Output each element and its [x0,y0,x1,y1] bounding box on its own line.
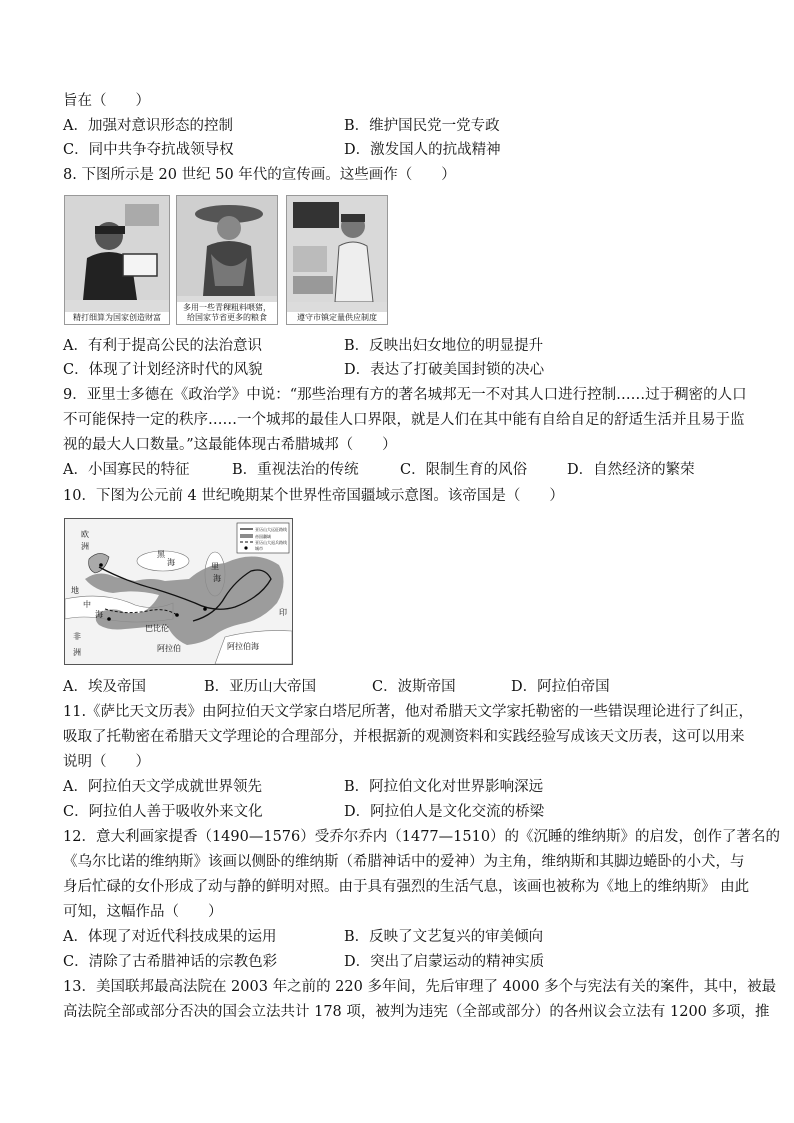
q12-option-d[interactable]: D．突出了启蒙运动的精神实质 [344,954,545,970]
q12-stem-line-2: 《乌尔比诺的维纳斯》该画以侧卧的维纳斯（希腊神话中的爱神）为主角，维纳斯和其脚边蜷卧的小犬，与 [63,854,745,870]
empire-map-svg [65,519,292,664]
map-label-eu: 欧 [81,530,89,539]
map-label-zhong: 中 [83,600,91,609]
q9-option-c[interactable]: C．限制生育的风俗 [400,462,528,478]
q10-option-d[interactable]: D．阿拉伯帝国 [511,679,610,695]
q8-stem: 8. 下图所示是 20 世纪 50 年代的宣传画。这些画作（ ） [63,167,456,183]
map-label-babylon: 巴比伦 [145,624,169,633]
q12-stem-line-1: 12．意大利画家提香（1490—1576）受乔尔乔内（1477—1510）的《沉睡的维纳斯》的启发，创作了著名的 [63,829,781,845]
q10-stem: 10．下图为公元前 4 世纪晚期某个世界性帝国疆域示意图。该帝国是（ ） [63,488,564,504]
q7-option-c[interactable]: C．同中共争夺抗战领导权 [63,142,234,158]
poster-1-caption: 精打细算为国家创造财富 [65,312,169,324]
q7-option-a[interactable]: A．加强对意识形态的控制 [63,118,233,134]
q11-option-c[interactable]: C．阿拉伯人善于吸收外来文化 [63,804,263,820]
poster-3 [286,195,388,325]
map-legend-city: 城市 [255,546,263,551]
q10-option-b[interactable]: B．亚历山大帝国 [204,679,317,695]
q11-option-b[interactable]: B．阿拉伯文化对世界影响深远 [344,779,544,795]
map-label-hai3: 海 [213,574,221,583]
map-label-hai2: 海 [167,558,175,567]
map-label-hai1: 海 [95,610,103,619]
poster-1-art [65,196,169,300]
q11-option-a[interactable]: A．阿拉伯天文学成就世界领先 [63,779,262,795]
q7-stem-tail: 旨在（ ） [63,93,150,109]
q9-option-d[interactable]: D．自然经济的繁荣 [567,462,695,478]
q12-stem-line-4: 可知，这幅作品（ ） [63,904,223,920]
q11-stem-line-3: 说明（ ） [63,754,150,770]
map-legend-retreat: 亚历山大退兵路线 [255,540,287,545]
map-label-di: 地 [71,586,79,595]
q11-stem-line-1: 11.《萨比天文历表》由阿拉伯天文学家白塔尼所著，他对希腊天文学家托勒密的一些错误理论进行了纠正， [63,704,754,720]
map-legend-route: 亚历山大远征路线 [255,527,287,532]
q12-stem-line-3: 身后忙碌的女仆形成了动与静的鲜明对照。由于具有强烈的生活气息，该画也被称为《地上的维纳斯》 由此 [63,879,750,895]
q11-stem-line-2: 吸取了托勒密在希腊天文学理论的合理部分，并根据新的观测资料和实践经验写成该天文历表，这可以用来 [63,729,745,745]
poster-3-art [287,196,387,302]
empire-map [64,518,293,665]
q12-option-c[interactable]: C．清除了古希腊神话的宗教色彩 [63,954,278,970]
poster-2-art [177,196,277,296]
q12-option-a[interactable]: A．体现了对近代科技成果的运用 [63,929,277,945]
q9-stem-line-2: 不可能保持一定的秩序……一个城邦的最佳人口界限，就是人们在其中能有自给自足的舒适生活并且易于监 [63,412,745,428]
map-label-hei: 黑 [157,550,165,559]
map-legend-territory: 帝国疆域 [255,534,271,539]
poster-1 [64,195,170,325]
q7-option-d[interactable]: D．激发国人的抗战精神 [344,142,501,158]
q7-option-b[interactable]: B．维护国民党一党专政 [344,118,500,134]
poster-3-caption: 遵守市镇定量供应制度 [287,312,387,324]
q12-option-b[interactable]: B．反映了文艺复兴的审美倾向 [344,929,544,945]
q9-option-b[interactable]: B．重视法治的传统 [232,462,359,478]
map-label-li: 里 [211,562,219,571]
q10-option-c[interactable]: C．波斯帝国 [372,679,456,695]
poster-2-caption [177,302,277,324]
q8-option-a[interactable]: A．有利于提高公民的法治意识 [63,338,262,354]
map-label-zhou2: 洲 [73,648,81,657]
q9-stem-line-3: 视的最大人口数量。”这最能体现古希腊城邦（ ） [63,437,397,453]
map-label-fei: 非 [73,632,81,641]
q11-option-d[interactable]: D．阿拉伯人是文化交流的桥梁 [344,804,545,820]
map-label-yin: 印 [279,608,287,617]
poster-2-caption-line-1: 多用一些青稞粗料喂猪， [183,303,271,312]
q13-stem-line-1: 13．美国联邦最高法院在 2003 年之前的 220 多年间，先后审理了 4000 多个与宪法有关的案件，其中，被最 [63,979,777,995]
q9-stem-line-1: 9．亚里士多德在《政治学》中说：“那些治理有方的著名城邦无一不对其人口进行控制……过于稠密的人口 [63,387,747,403]
q8-option-c[interactable]: C．体现了计划经济时代的风貌 [63,362,263,378]
map-label-arabia: 阿拉伯 [157,644,181,653]
q8-option-b[interactable]: B．反映出妇女地位的明显提升 [344,338,544,354]
poster-2 [176,195,278,325]
q8-option-d[interactable]: D．表达了打破美国封锁的决心 [344,362,545,378]
map-label-arabian-sea: 阿拉伯海 [227,642,259,651]
poster-2-caption-line-2: 给国家节省更多的粮食 [187,313,267,322]
q10-option-a[interactable]: A．埃及帝国 [63,679,146,695]
q13-stem-line-2: 高法院全部或部分否决的国会立法共计 178 项，被判为违宪（全部或部分）的各州议会立法有 1200 多项，推 [63,1004,770,1020]
q9-option-a[interactable]: A．小国寡民的特征 [63,462,190,478]
map-label-zhou1: 洲 [81,542,89,551]
